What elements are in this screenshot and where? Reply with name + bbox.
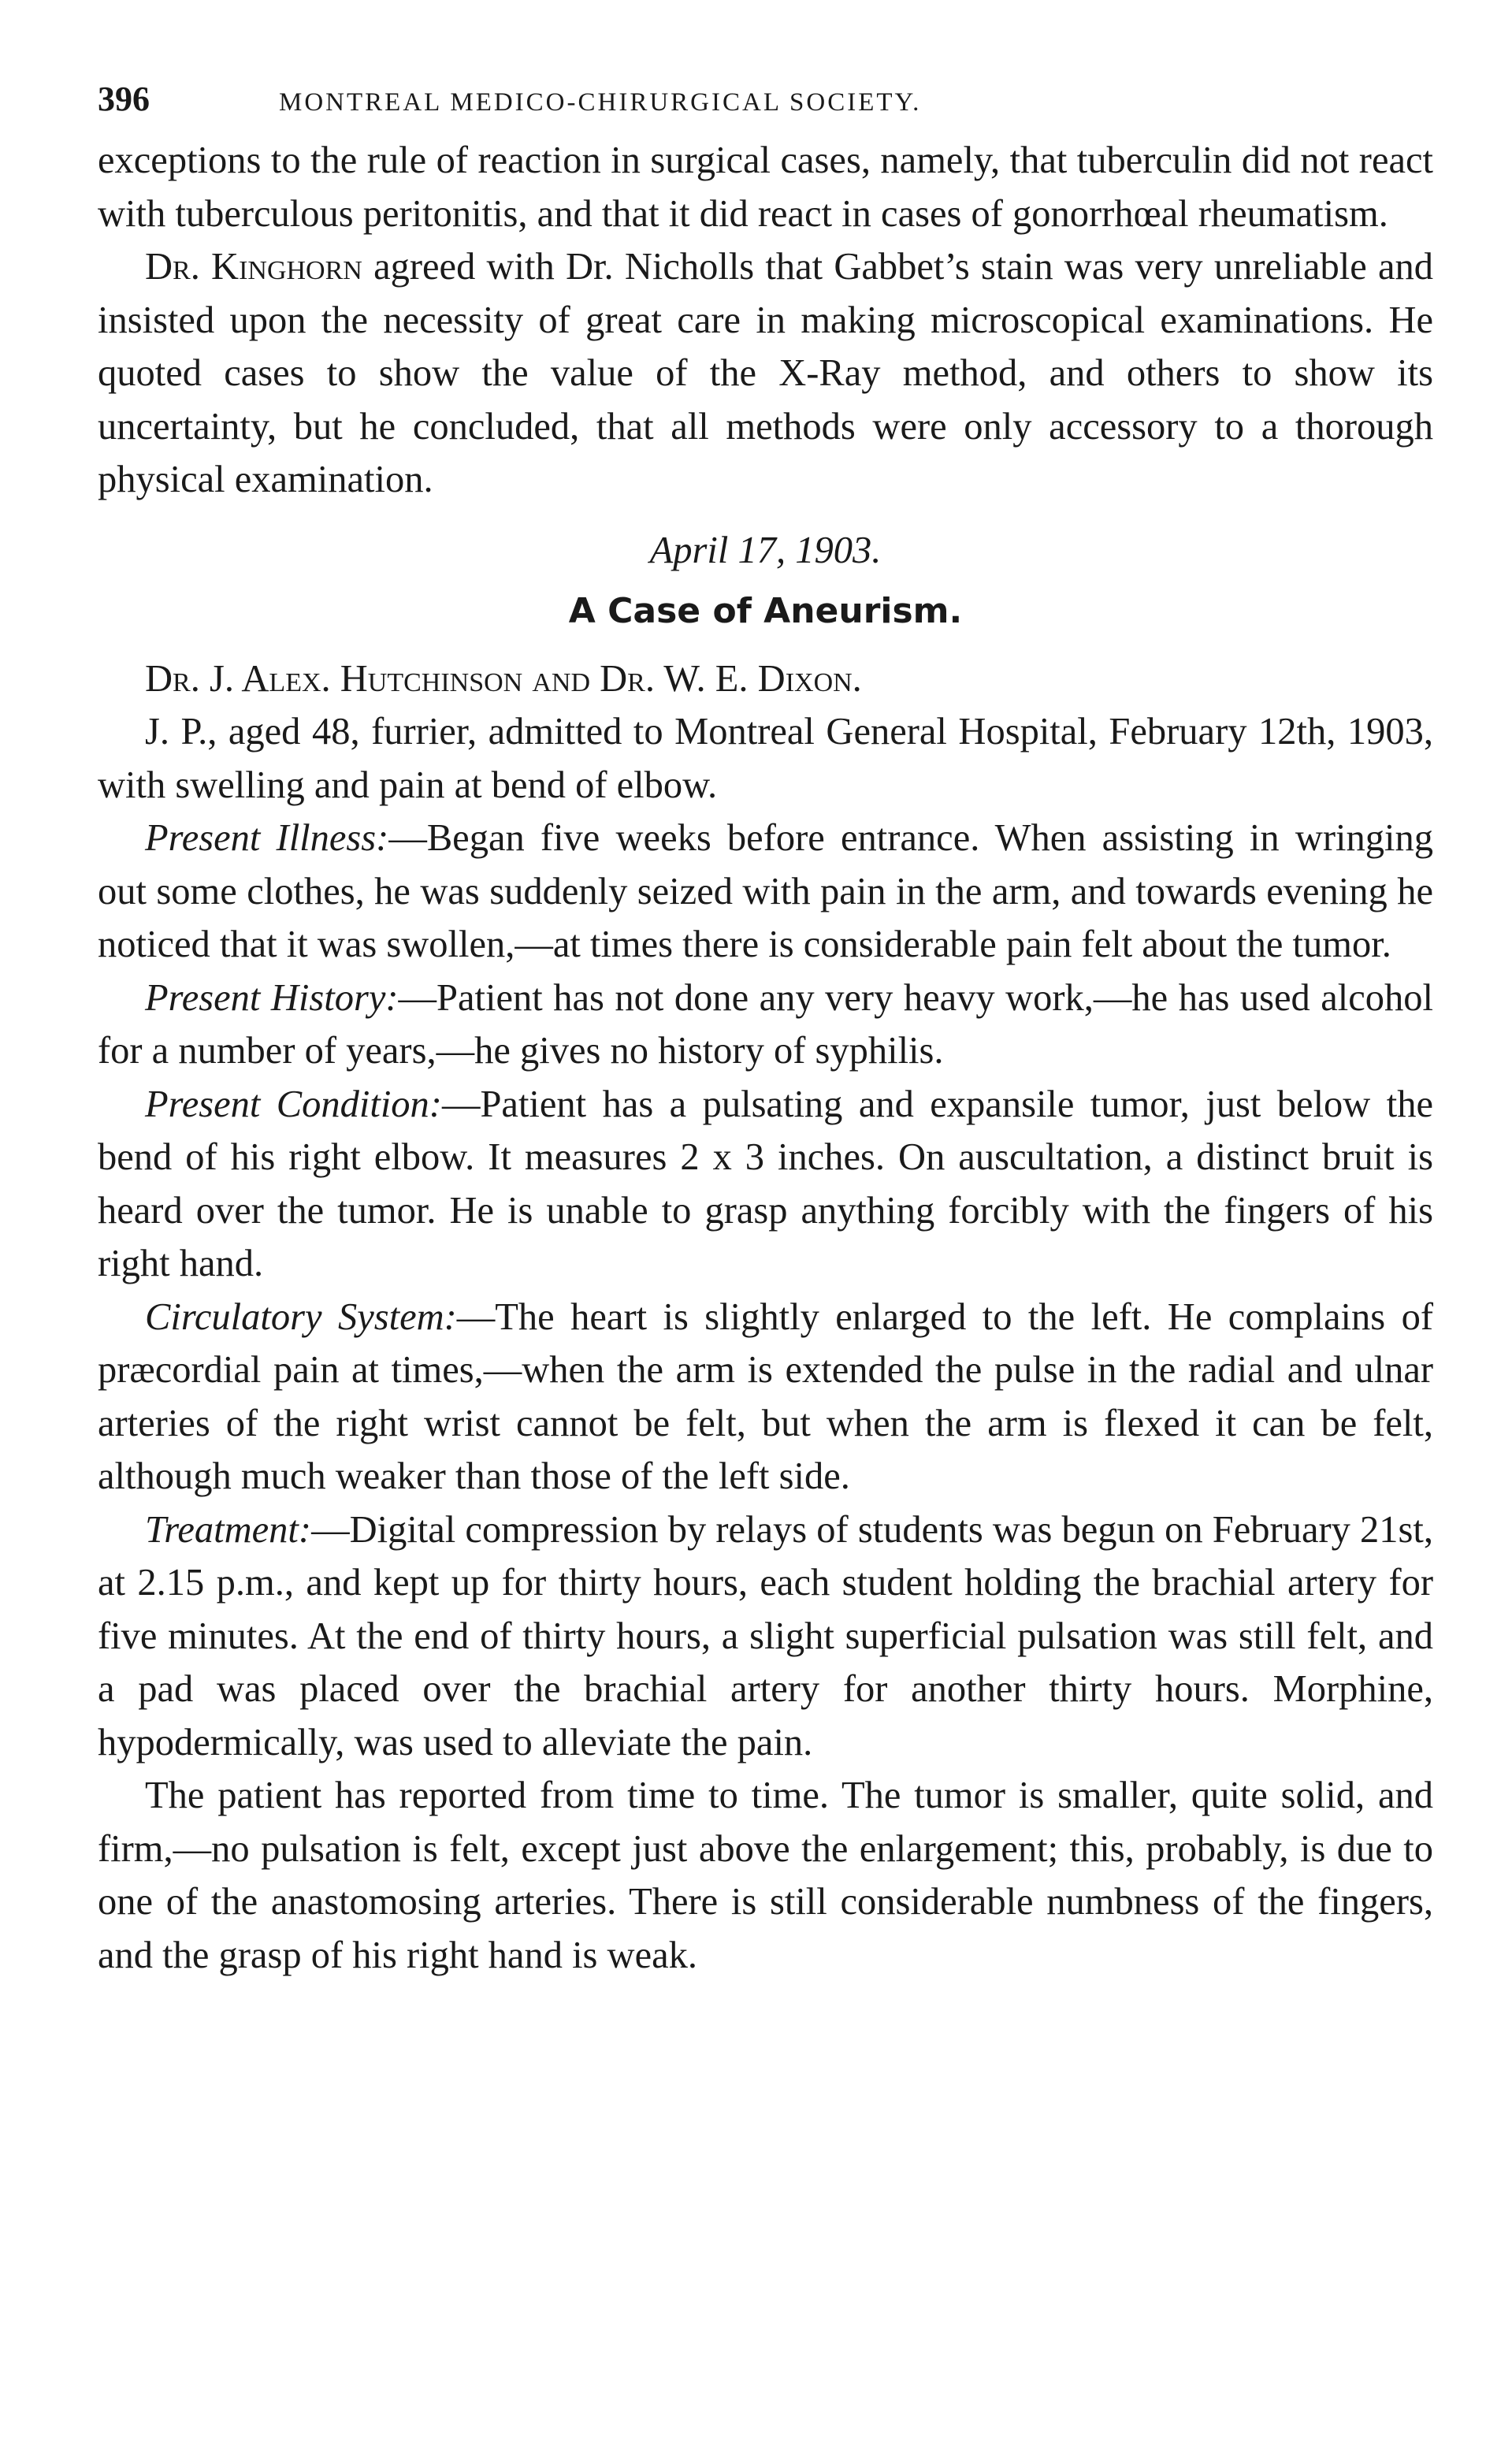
paragraph: The patient has reported from time to time. The tumor is smaller, quite solid, and firm,—no pulsation is felt, except just above the enlargement; this, probably, is due to one of the anastomosing arteries. There is still considerable numbness of the fingers, and the grasp of his right hand is weak. — [98, 1775, 1433, 1976]
section-label: Present Illness: — [145, 817, 389, 859]
paragraph: J. P., aged 48, furrier, admitted to Montreal General Hospital, February 12th, 1903, with swelling and pain at bend of elbow. — [98, 711, 1433, 806]
section-date: April 17, 1903. — [649, 529, 882, 571]
paragraph-text: —The heart is slightly enlarged to the left. He complains of præcordial pain at times,—when the arm is extended the pulse in the radial and ulnar arteries of the right wrist cannot be felt, but when the arm is flexed it can be felt, although much weaker than those of the left side. — [98, 1295, 1433, 1497]
paragraph-text: agreed with Dr. Nicholls that Gabbet’s stain was very unreliable and insisted upon the necessity of great care in making microscopical examinations. He quoted cases to show the value of the X-Ray method, and others to show its uncertainty, but he concluded, that all methods were only accessory to a thorough physical examination. — [98, 246, 1434, 500]
paragraph-text: —Digital compression by relays of students was begun on February 21st, at 2.15 p.m., and kept up for thirty hours, each student holding the brachial artery for five minutes. At the end of thirty hours, a slight superficial pulsation was still felt, and a pad was placed over the brachial artery for another thirty hours. Morphine, hypodermically, was used to alleviate the pain. — [98, 1508, 1433, 1763]
paragraph — [98, 972, 1433, 1078]
body-text — [98, 134, 1433, 1982]
authors-line: Dr. J. Alex. Hutchinson and Dr. W. E. Dixon. — [145, 657, 862, 700]
article-title: A Case of Aneurism. — [568, 591, 963, 631]
page-header — [98, 79, 1433, 134]
paragraph — [98, 1078, 1433, 1291]
paragraph-text: —Patient has a pulsating and expansile tumor, just below the bend of his right elbow. It measures 2 x 3 inches. On auscultation, a distinct bruit is heard over the tumor. He is unable to grasp anything forcibly with the fingers of his right hand. — [98, 1083, 1433, 1284]
section-label: Treatment: — [145, 1508, 312, 1551]
page-number: 396 — [98, 80, 150, 118]
section-label: Present History: — [145, 976, 399, 1019]
paragraph — [98, 240, 1433, 507]
paragraph-text: —Patient has not done any very heavy work,—he has used alcohol for a number of years,—he gives no history of syphilis. — [98, 976, 1433, 1072]
paragraph — [98, 812, 1433, 972]
paragraph — [98, 1503, 1433, 1770]
section-label: Circulatory System: — [145, 1295, 457, 1338]
section-label: Present Condition: — [145, 1083, 442, 1125]
paragraph — [98, 1291, 1433, 1503]
paragraph: exceptions to the rule of reaction in surgical cases, namely, that tuberculin did not react with tuberculous peritonitis, and that it did react in cases of gonorrhœal rheumatism. — [98, 139, 1433, 235]
speaker-name: Dr. Kinghorn — [145, 246, 362, 288]
paragraph-text: —Began five weeks before entrance. When assisting in wringing out some clothes, he was suddenly seized with pain in the arm, and towards evening he noticed that it was swollen,—at times there is considerable pain felt about the tumor. — [98, 817, 1433, 965]
running-head: MONTREAL MEDICO-CHIRURGICAL SOCIETY. — [279, 88, 922, 117]
